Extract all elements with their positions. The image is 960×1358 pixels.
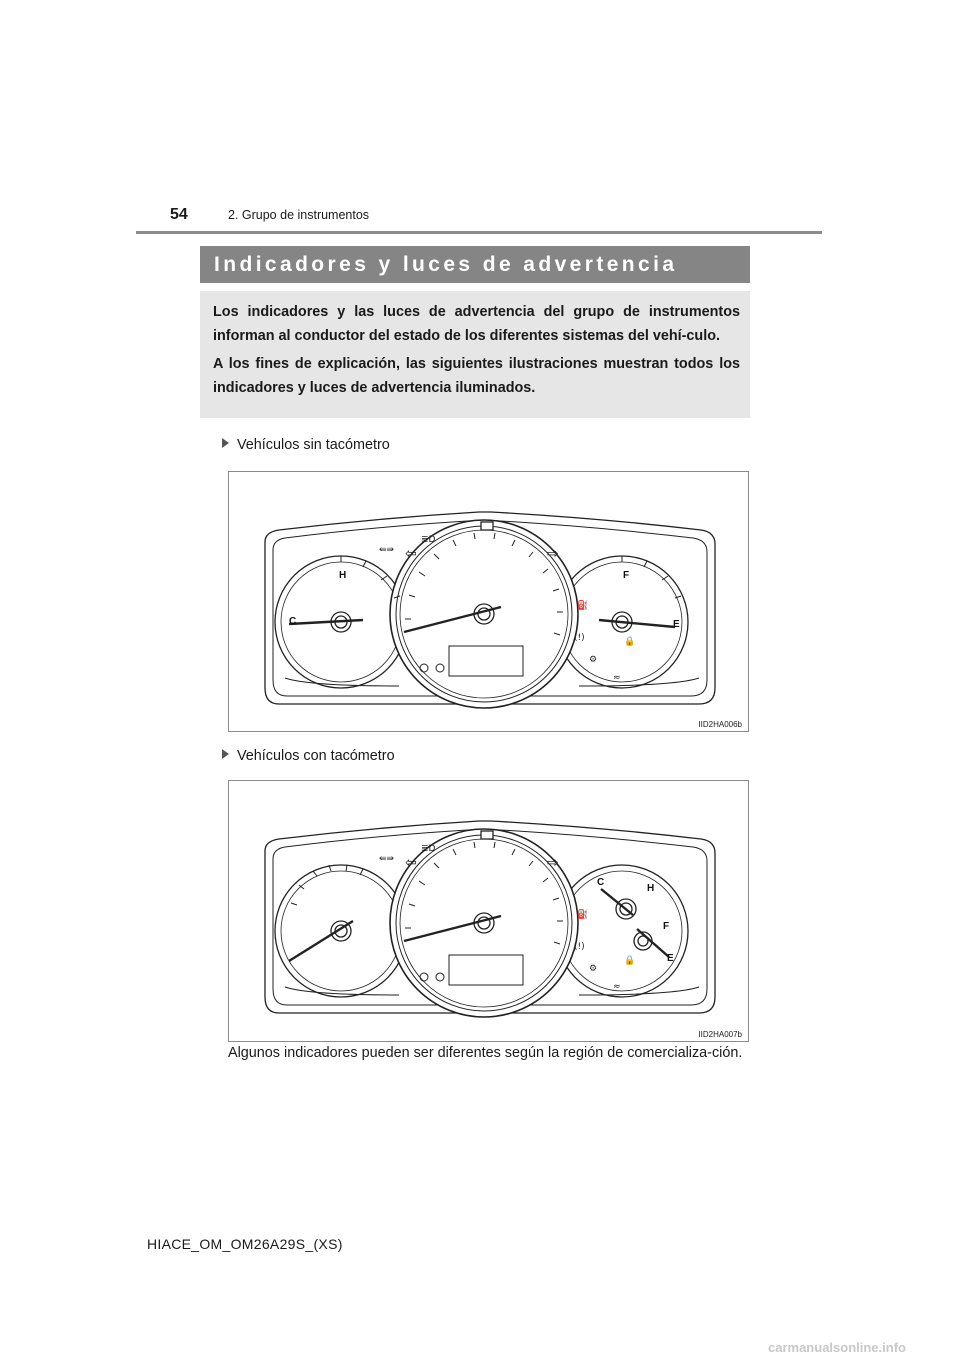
page-number: 54: [170, 206, 188, 223]
figure-bullet: [222, 748, 395, 764]
watermark: carmanualsonline.info: [768, 1340, 906, 1355]
warning-light-icon: ≣D: [421, 844, 436, 854]
figure-code: IID2HA006b: [698, 720, 742, 729]
instrument-cluster-figure: [228, 471, 749, 732]
running-head: 2. Grupo de instrumentos: [228, 208, 370, 222]
figure-bullet-label: Vehículos sin tacómetro: [237, 437, 390, 453]
warning-light-icon: ≈: [613, 982, 621, 992]
turn-left-icon: ⇦: [405, 546, 417, 562]
section-title: Indicadores y luces de advertencia: [200, 246, 750, 283]
header-rule: [136, 231, 822, 234]
turn-right-icon: ⇨: [547, 546, 559, 562]
arrow-right-icon: [222, 438, 229, 448]
warning-light-icon: 🔒: [624, 637, 636, 647]
figure-code: IID2HA007b: [698, 1030, 742, 1039]
gauge-mark-label: F: [663, 921, 670, 932]
warning-light-icon: ⚙: [589, 655, 598, 665]
warning-light-icon: ⇚⇛: [379, 545, 395, 555]
warning-light-icon: ⇚⇛: [379, 854, 395, 864]
warning-light-icon: ≈: [613, 673, 621, 683]
intro-box: [200, 291, 750, 418]
gauge-mark-label: H: [647, 883, 655, 894]
warning-light-icon: ⚙: [589, 964, 598, 974]
cluster-illustration-no-tachometer: [229, 472, 748, 731]
warning-light-icon: 🔒: [624, 956, 636, 966]
intro-paragraph: Los indicadores y las luces de advertencia del grupo de instrumentos informan al conductor del estado de los diferentes sistemas del vehí-culo.: [213, 304, 740, 344]
gauge-mark-label: E: [667, 953, 674, 964]
turn-right-icon: ⇨: [547, 855, 559, 871]
gauge-mark-label: F: [623, 570, 630, 581]
warning-light-icon: ≣D: [421, 535, 436, 545]
warning-light-icon: ⛽: [577, 601, 589, 611]
intro-paragraph: A los fines de explicación, las siguientes ilustraciones muestran todos los indicadores y luces de advertencia iluminados.: [213, 356, 740, 396]
warning-light-icon: (!): [574, 633, 585, 643]
warning-light-icon: ⛽: [577, 910, 589, 920]
gauge-mark-label: C: [289, 616, 297, 627]
warning-light-icon: (!): [574, 942, 585, 952]
gauge-mark-label: E: [673, 619, 680, 630]
cluster-illustration-with-tachometer: [229, 781, 748, 1041]
arrow-right-icon: [222, 749, 229, 759]
footer-manual-code: HIACE_OM_OM26A29S_(XS): [147, 1236, 343, 1252]
figure-bullet-label: Vehículos con tacómetro: [237, 748, 395, 764]
gauge-mark-label: H: [339, 570, 347, 581]
gauge-mark-label: C: [597, 877, 605, 888]
closing-paragraph: Algunos indicadores pueden ser diferentes según la región de comercializa-ción.: [228, 1045, 743, 1061]
figure-bullet: [222, 437, 390, 453]
instrument-cluster-figure: [228, 780, 749, 1042]
turn-left-icon: ⇦: [405, 855, 417, 871]
